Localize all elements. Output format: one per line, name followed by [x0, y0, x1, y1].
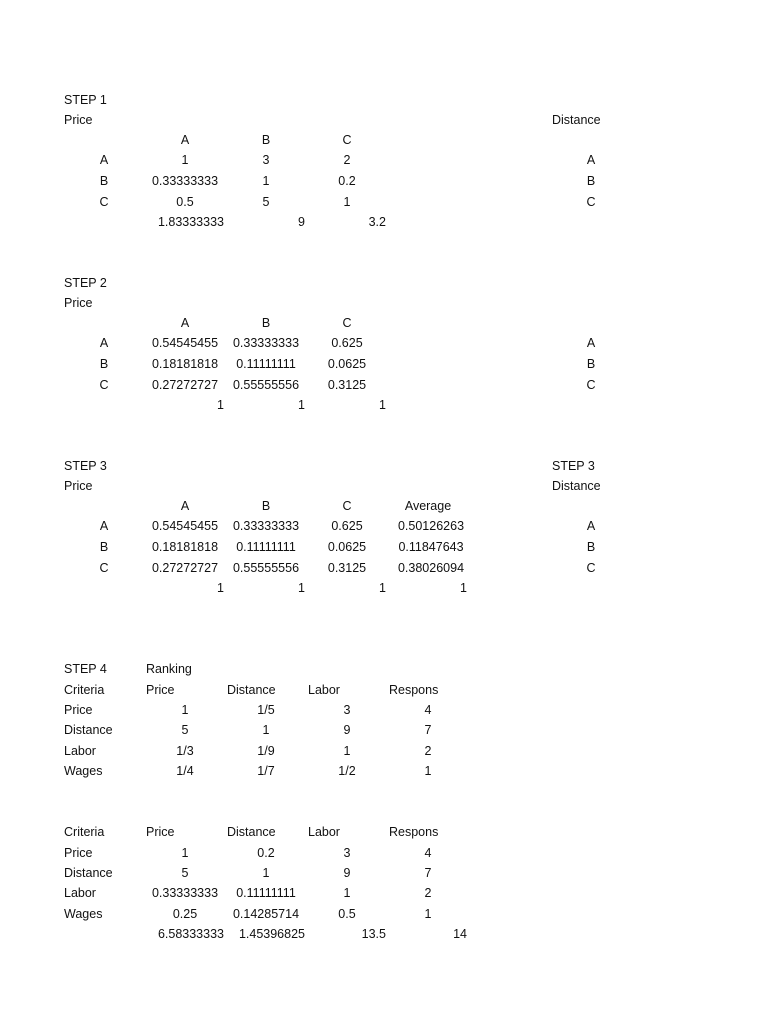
step4-cell: 1/2: [338, 764, 356, 778]
step5-total: 13.5: [361, 927, 386, 941]
step3-row-label: B: [99, 540, 109, 554]
step4-cell: 9: [343, 723, 351, 737]
step4-header: Price: [146, 683, 175, 697]
step3-distance-label: Distance: [552, 479, 601, 493]
step2-cell: 0.18181818: [151, 357, 219, 371]
step5-cell: 5: [181, 866, 189, 880]
step5-cell: 0.25: [172, 907, 198, 921]
step1-distance-label: Distance: [552, 113, 601, 127]
step5-cell: 1: [262, 866, 270, 880]
step1-header-c: C: [342, 133, 352, 147]
step5-cell: 1: [424, 907, 432, 921]
step3-cell: 0.38026094: [397, 561, 465, 575]
step4-cell: 2: [424, 744, 432, 758]
step2-row-label: A: [99, 336, 109, 350]
step5-cell: 0.33333333: [151, 886, 219, 900]
step4-cell: 1: [181, 703, 189, 717]
step3-cell: 0.18181818: [151, 540, 219, 554]
step2-total: 1: [298, 398, 305, 412]
step4-row-label: Price: [64, 703, 93, 717]
step3-cell: 0.33333333: [232, 519, 300, 533]
step5-header: Labor: [308, 825, 340, 839]
step1-distance-row: C: [586, 195, 596, 209]
step2-price-label: Price: [64, 296, 93, 310]
step1-header-b: B: [261, 133, 271, 147]
step2-row-label: C: [99, 378, 109, 392]
step5-cell: 0.14285714: [232, 907, 300, 921]
step1-total: 3.2: [368, 215, 386, 229]
step3-header-c: C: [342, 499, 352, 513]
step2-cell: 0.625: [331, 336, 363, 350]
step1-cell: 2: [343, 153, 351, 167]
step5-criteria-label: Criteria: [64, 825, 105, 839]
step2-row-label: B: [99, 357, 109, 371]
step3-total: 1: [217, 581, 224, 595]
step1-distance-row: A: [586, 153, 596, 167]
step1-cell: 1: [181, 153, 189, 167]
step5-header: Respons: [389, 825, 439, 839]
step4-cell: 1: [262, 723, 270, 737]
step2-cell: 0.0625: [327, 357, 367, 371]
step4-header: Distance: [227, 683, 276, 697]
step4-cell: 7: [424, 723, 432, 737]
step5-cell: 1: [181, 846, 189, 860]
step4-title: STEP 4: [64, 662, 107, 676]
step4-cell: 1: [343, 744, 351, 758]
step1-row-label: B: [99, 174, 109, 188]
step5-cell: 2: [424, 886, 432, 900]
step3-header-average: Average: [404, 499, 452, 513]
step1-title: STEP 1: [64, 93, 107, 107]
step5-row-label: Wages: [64, 907, 103, 921]
step2-distance-row: C: [586, 378, 596, 392]
step3-total: 1: [298, 581, 305, 595]
step3-distance-row: B: [586, 540, 596, 554]
step2-cell: 0.33333333: [232, 336, 300, 350]
step2-total: 1: [379, 398, 386, 412]
step3-cell: 0.3125: [327, 561, 367, 575]
step5-row-label: Labor: [64, 886, 96, 900]
step2-cell: 0.27272727: [151, 378, 219, 392]
step5-header: Price: [146, 825, 175, 839]
step3-row-label: A: [99, 519, 109, 533]
step2-cell: 0.3125: [327, 378, 367, 392]
step3-cell: 0.50126263: [397, 519, 465, 533]
step4-cell: 1/9: [257, 744, 275, 758]
step3-cell: 0.11111111: [236, 540, 296, 554]
step5-cell: 0.11111111: [236, 886, 296, 900]
step4-criteria-label: Criteria: [64, 683, 105, 697]
step4-cell: 1/3: [176, 744, 194, 758]
step3-header-b: B: [261, 499, 271, 513]
step3-header-a: A: [180, 499, 190, 513]
step4-ranking-label: Ranking: [146, 662, 192, 676]
step4-row-label: Distance: [64, 723, 113, 737]
step2-header-a: A: [180, 316, 190, 330]
step4-cell: 4: [424, 703, 432, 717]
step5-cell: 9: [343, 866, 351, 880]
step3-total: 1: [379, 581, 386, 595]
step2-distance-row: B: [586, 357, 596, 371]
step1-total: 1.83333333: [157, 215, 224, 229]
step2-header-b: B: [261, 316, 271, 330]
step3-distance-row: C: [586, 561, 596, 575]
step2-distance-row: A: [586, 336, 596, 350]
step5-row-label: Distance: [64, 866, 113, 880]
step5-cell: 0.2: [257, 846, 275, 860]
step4-cell: 1/5: [257, 703, 275, 717]
step3-cell: 0.625: [331, 519, 363, 533]
step2-total: 1: [217, 398, 224, 412]
step5-cell: 4: [424, 846, 432, 860]
step3-price-label: Price: [64, 479, 93, 493]
step5-cell: 0.5: [338, 907, 356, 921]
step3-row-label: C: [99, 561, 109, 575]
step1-cell: 5: [262, 195, 270, 209]
step5-header: Distance: [227, 825, 276, 839]
step4-header: Labor: [308, 683, 340, 697]
step2-title: STEP 2: [64, 276, 107, 290]
step2-cell: 0.55555556: [232, 378, 300, 392]
step2-header-c: C: [342, 316, 352, 330]
step2-cell: 0.54545455: [151, 336, 219, 350]
step5-cell: 1: [343, 886, 351, 900]
step1-cell: 0.5: [176, 195, 194, 209]
step4-header: Respons: [389, 683, 439, 697]
step1-total: 9: [298, 215, 305, 229]
step3-cell: 0.11847643: [398, 540, 464, 554]
step5-total: 1.45396825: [238, 927, 305, 941]
step3-cell: 0.27272727: [151, 561, 219, 575]
step3-cell: 0.55555556: [232, 561, 300, 575]
step3-title: STEP 3: [64, 459, 107, 473]
step1-price-label: Price: [64, 113, 93, 127]
step4-row-label: Wages: [64, 764, 103, 778]
step1-cell: 0.33333333: [151, 174, 219, 188]
step5-cell: 7: [424, 866, 432, 880]
step1-cell: 1: [262, 174, 270, 188]
step4-cell: 3: [343, 703, 351, 717]
step1-cell: 3: [262, 153, 270, 167]
step5-total: 6.58333333: [157, 927, 224, 941]
step5-row-label: Price: [64, 846, 93, 860]
step1-header-a: A: [180, 133, 190, 147]
step4-cell: 1/7: [257, 764, 275, 778]
step1-cell: 0.2: [338, 174, 356, 188]
step3-right-title: STEP 3: [552, 459, 595, 473]
step1-cell: 1: [343, 195, 351, 209]
step1-row-label: C: [99, 195, 109, 209]
step3-distance-row: A: [586, 519, 596, 533]
step4-cell: 5: [181, 723, 189, 737]
step2-cell: 0.11111111: [236, 357, 296, 371]
step4-cell: 1/4: [176, 764, 194, 778]
step1-row-label: A: [99, 153, 109, 167]
step4-row-label: Labor: [64, 744, 96, 758]
step3-cell: 0.54545455: [151, 519, 219, 533]
step3-cell: 0.0625: [327, 540, 367, 554]
step4-cell: 1: [424, 764, 432, 778]
step5-cell: 3: [343, 846, 351, 860]
step3-total: 1: [460, 581, 467, 595]
step1-distance-row: B: [586, 174, 596, 188]
step5-total: 14: [453, 927, 467, 941]
